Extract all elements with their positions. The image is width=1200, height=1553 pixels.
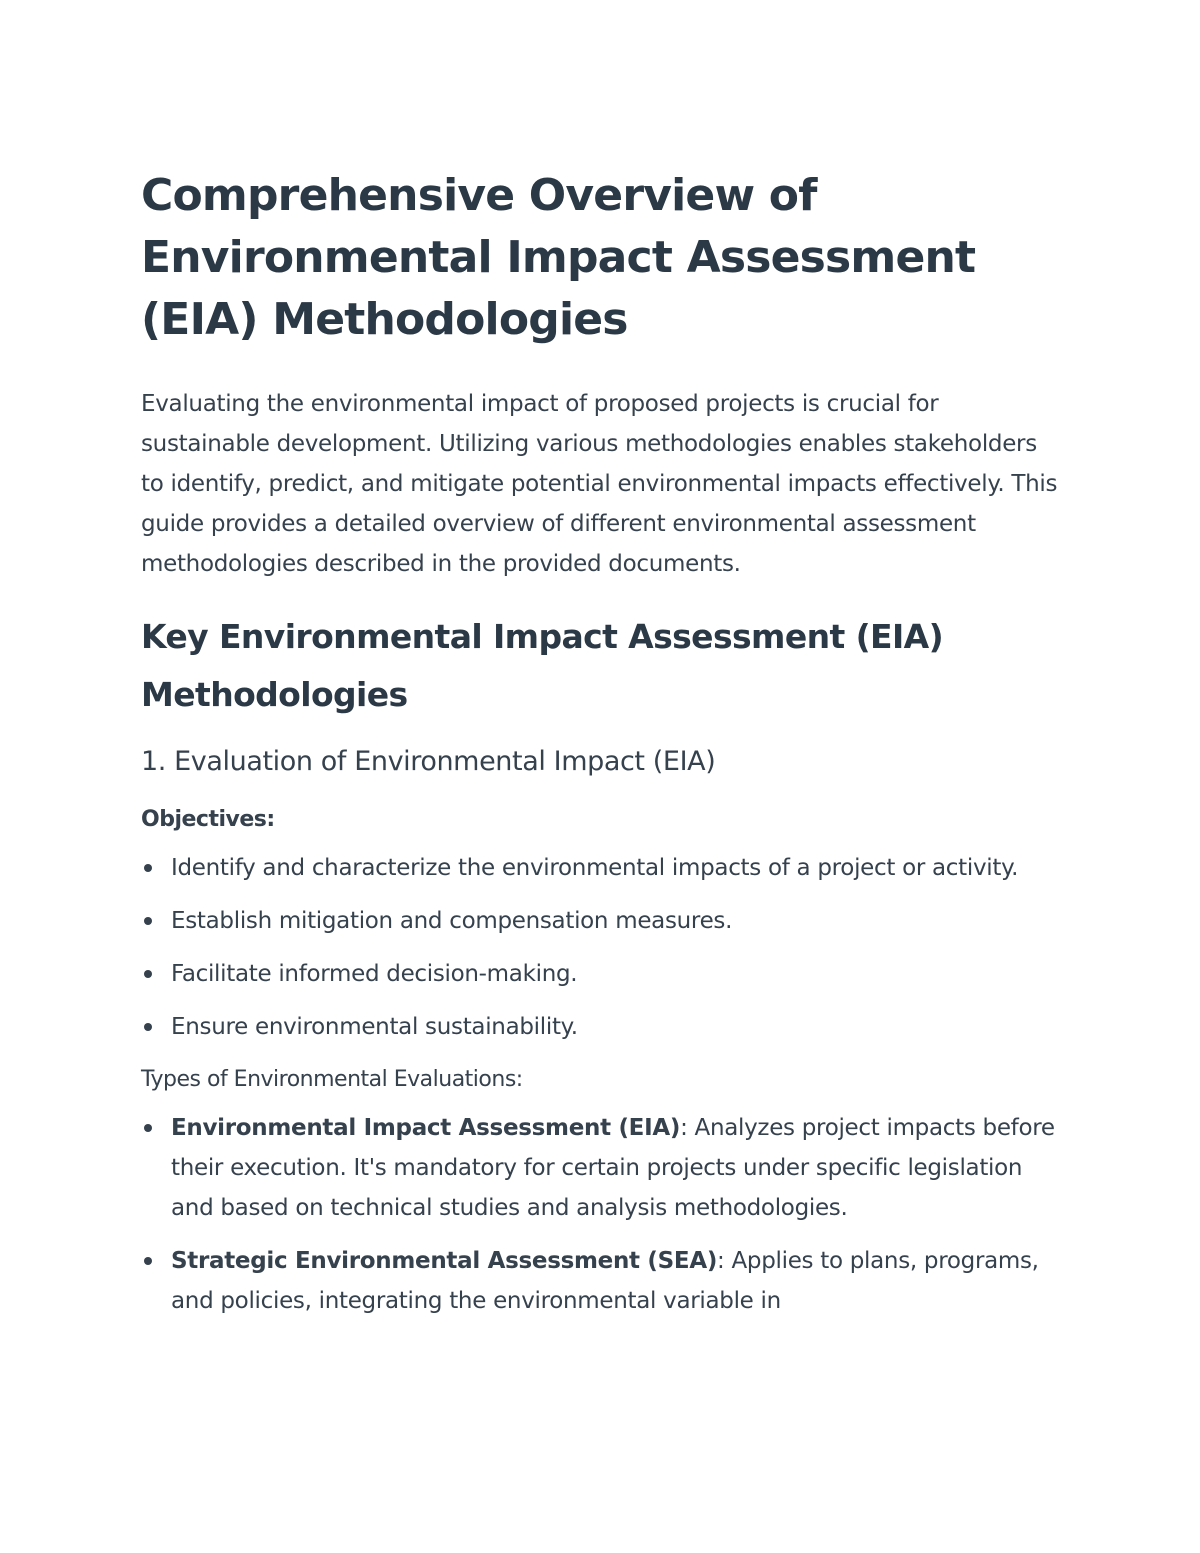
intro-paragraph: Evaluating the environmental impact of proposed projects is crucial for sustainable development. Utilizing various methodologies enables stakeholders to identify, predict, and mitigate potential environmental impacts effectively. This guide provides a detailed overview of different environmental assessment methodologies described in the provided documents. [141,391,1058,577]
type-description: : Analyzes project impacts before their execution. It's mandatory for certain projects under specific legislation and based on technical studies and analysis methodologies. [171,1115,1055,1221]
bullet-icon [144,1257,152,1265]
types-list [141,1108,1066,1321]
list-item [141,954,1066,994]
objectives-label: Objectives: [141,807,275,832]
bullet-icon [144,970,152,978]
bullet-icon [144,864,152,872]
list-item [141,1241,1066,1321]
bullet-icon [144,1124,152,1132]
type-term: Environmental Impact Assessment (EIA) [171,1115,681,1141]
types-label: Types of Environmental Evaluations: [141,1067,523,1092]
list-item [141,901,1066,941]
list-item-text: Facilitate informed decision-making. [171,961,578,987]
type-description: : Applies to plans, programs, and policies, integrating the environmental variable in [171,1248,1039,1314]
list-item-text: Establish mitigation and compensation measures. [171,908,733,934]
list-item [141,1007,1066,1047]
document-title: Comprehensive Overview of Environmental Impact Assessment (EIA) Methodologies [141,170,976,345]
list-item-text: Identify and characterize the environmental impacts of a project or activity. [171,855,1019,881]
bullet-icon [144,1023,152,1031]
subsection-heading: 1. Evaluation of Environmental Impact (EIA) [141,746,716,777]
list-item [141,1108,1066,1228]
bullet-icon [144,917,152,925]
objectives-list [141,848,1066,1047]
list-item [141,848,1066,888]
list-item-text: Ensure environmental sustainability. [171,1014,578,1040]
section-heading: Key Environmental Impact Assessment (EIA) Methodologies [141,617,944,714]
type-term: Strategic Environmental Assessment (SEA) [171,1248,718,1274]
document-page [141,165,1066,1334]
